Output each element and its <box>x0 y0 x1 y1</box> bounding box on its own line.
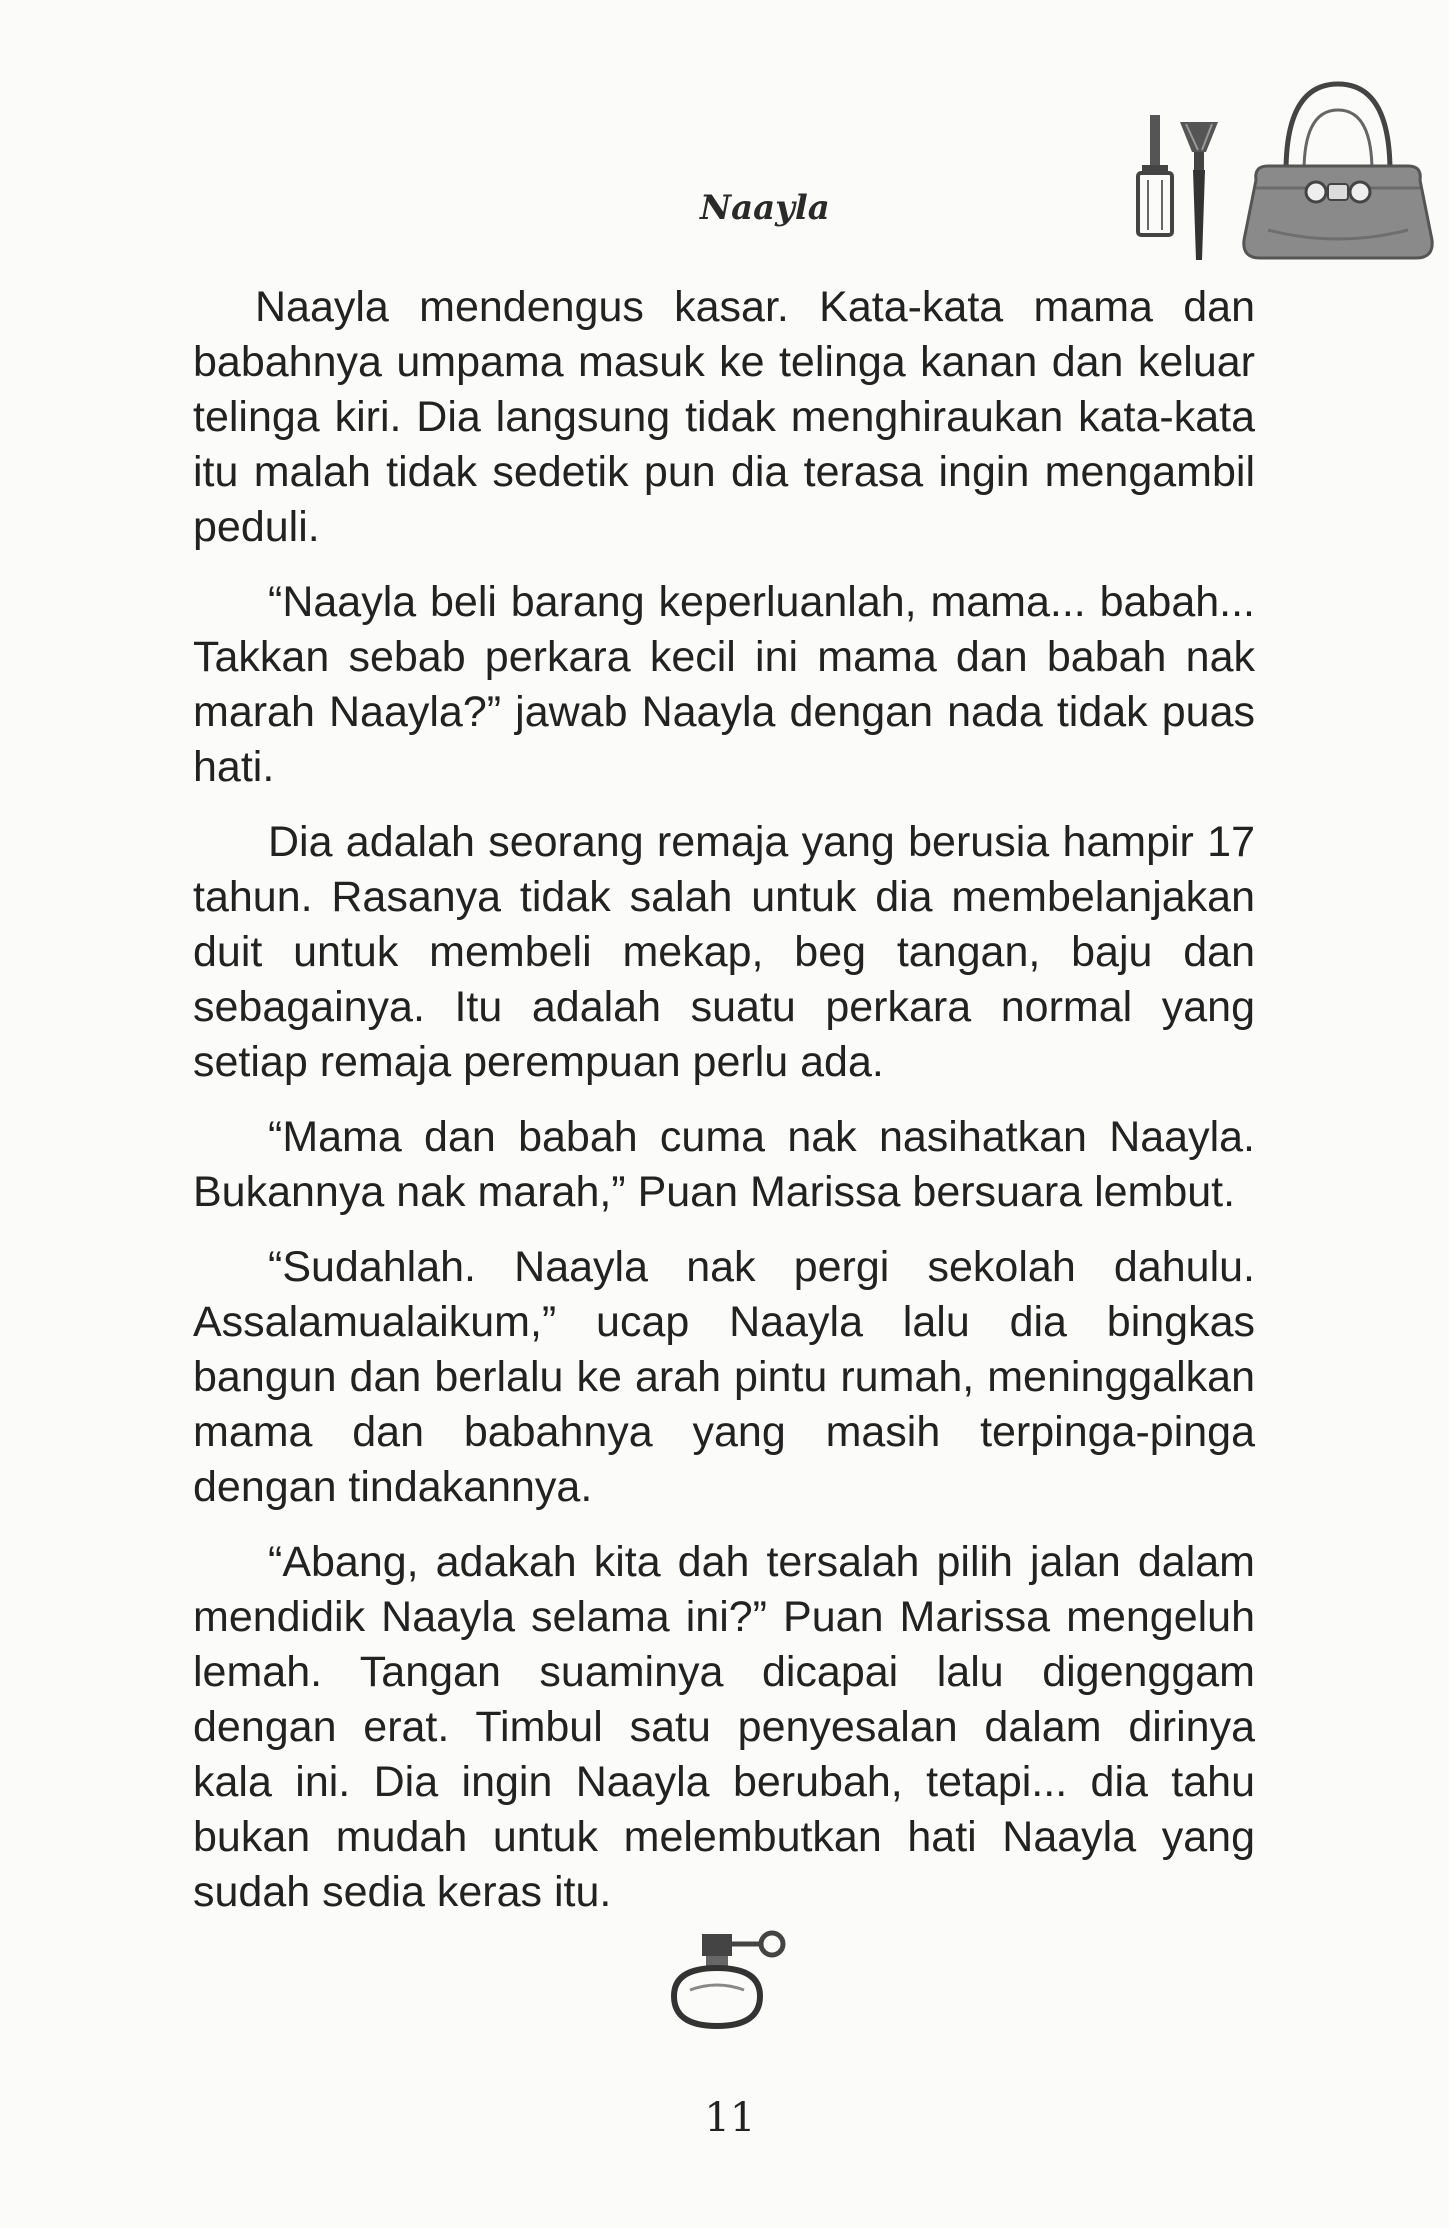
handbag-icon <box>1244 84 1432 258</box>
paragraph: “Mama dan babah cuma nak nasihatkan Naayla. Bukannya nak marah,” Puan Marissa bersuara lembut. <box>193 1113 1255 1216</box>
makeup-brush-icon <box>1180 122 1218 260</box>
perfume-bottle-icon <box>650 1920 800 2040</box>
cosmetics-handbag-icon <box>1118 80 1438 280</box>
paragraph: “Sudahlah. Naayla nak pergi sekolah dahulu. Assalamualaikum,” ucap Naayla lalu dia bingkas bangun dan berlalu ke arah pintu rumah, meninggalkan mama dan babahnya yang masih terpinga-pinga dengan tindakannya. <box>193 1243 1255 1511</box>
paragraph: “Naayla beli barang keperluanlah, mama... babah... Takkan sebab perkara kecil ini mama dan babah nak marah Naayla?” jawab Naayla dengan nada tidak puas hati. <box>193 578 1255 791</box>
paragraph: Dia adalah seorang remaja yang berusia hampir 17 tahun. Rasanya tidak salah untuk dia membelanjakan duit untuk membeli mekap, beg tangan, baju dan sebagainya. Itu adalah suatu perkara normal yang setiap remaja perempuan perlu ada. <box>193 818 1255 1086</box>
paragraph: “Abang, adakah kita dah tersalah pilih jalan dalam mendidik Naayla selama ini?” Puan Marissa mengeluh lemah. Tangan suaminya dicapai lalu digenggam dengan erat. Timbul satu penyesalan dalam dirinya kala ini. Dia ingin Naayla berubah, tetapi... dia tahu bukan mudah untuk melembutkan hati Naayla yang sudah sedia keras itu. <box>193 1538 1255 1916</box>
running-header-title: Naayla <box>700 188 830 228</box>
page-body <box>193 280 1255 1940</box>
nail-polish-icon <box>1138 115 1172 235</box>
paragraph: Naayla mendengus kasar. Kata-kata mama dan babahnya umpama masuk ke telinga kanan dan keluar telinga kiri. Dia langsung tidak menghiraukan kata-kata itu malah tidak sedetik pun dia terasa ingin mengambil peduli. <box>193 283 1255 551</box>
page-number: 11 <box>704 2095 756 2141</box>
